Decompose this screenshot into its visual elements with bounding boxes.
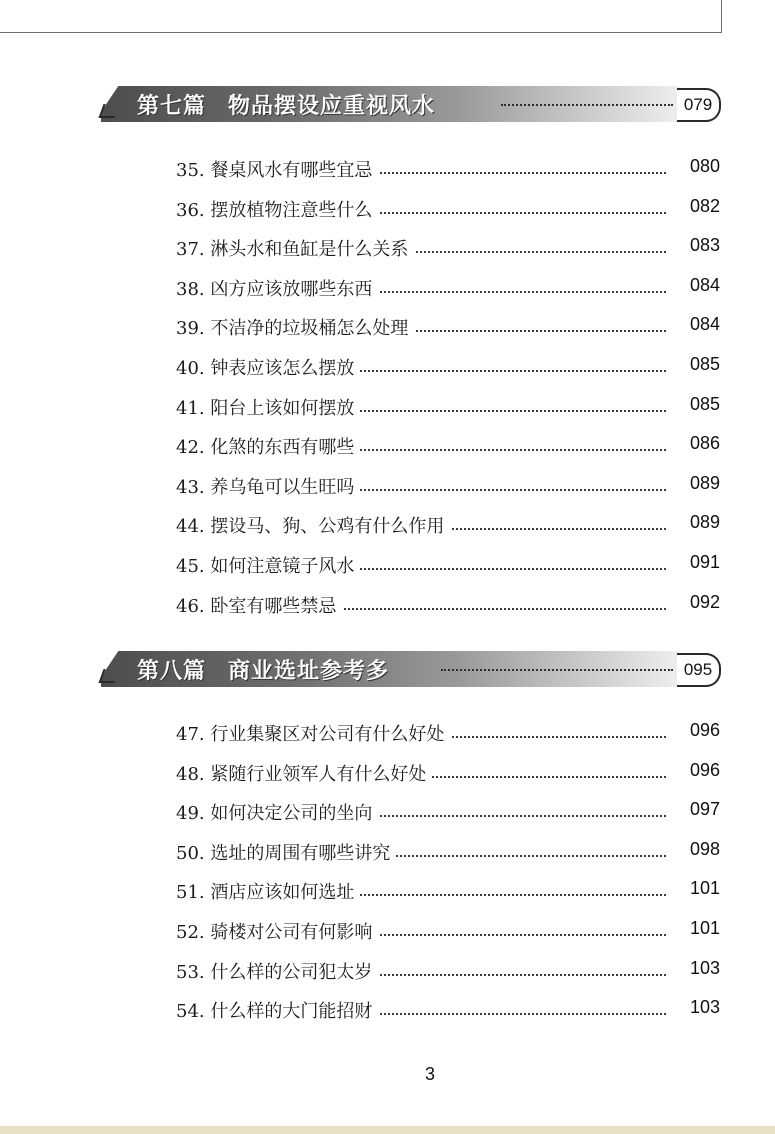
- toc-entry-title: 43. 养乌龟可以生旺吗: [176, 473, 360, 499]
- toc-entry-page: 084: [689, 314, 720, 335]
- toc-entry[interactable]: [176, 227, 720, 267]
- toc-entry-page: 089: [689, 512, 720, 533]
- toc-entry[interactable]: [176, 425, 720, 465]
- toc-entry-title: 42. 化煞的东西有哪些: [176, 433, 360, 459]
- toc-entry[interactable]: [176, 188, 720, 228]
- paper-edge-strip: [0, 1126, 775, 1134]
- toc-entry-page: 085: [689, 393, 720, 414]
- section-number-label: 第七篇: [137, 93, 207, 119]
- toc-entry-page: 085: [689, 353, 720, 374]
- toc-entry[interactable]: [176, 544, 720, 584]
- section-title: 物品摆设应重视风水: [228, 93, 436, 119]
- toc-entry-page: 097: [689, 799, 720, 820]
- toc-entry[interactable]: [176, 910, 720, 950]
- toc-entry-title: 51. 酒店应该如何选址: [176, 878, 360, 904]
- toc-entry-title: 47. 行业集聚区对公司有什么好处: [176, 720, 450, 746]
- toc-entry-title: 46. 卧室有哪些禁忌: [176, 592, 342, 618]
- toc-entry[interactable]: [176, 950, 720, 990]
- toc-entry-page: 101: [689, 878, 720, 899]
- toc-entry-title: 36. 摆放植物注意些什么: [176, 196, 378, 222]
- section-header-8[interactable]: [101, 651, 721, 687]
- toc-entry[interactable]: [176, 584, 720, 624]
- section-dot-leader: [501, 104, 673, 106]
- toc-entry-title: 40. 钟表应该怎么摆放: [176, 354, 360, 380]
- toc-entry-page: 091: [689, 551, 720, 572]
- toc-entry-page: 083: [689, 235, 720, 256]
- toc-list-section-8: [176, 712, 720, 1029]
- toc-entry-title: 38. 凶方应该放哪些东西: [176, 275, 378, 301]
- toc-entry-title: 37. 淋头水和鱼缸是什么关系: [176, 235, 414, 261]
- toc-entry[interactable]: [176, 306, 720, 346]
- section-label: [137, 654, 389, 685]
- toc-entry-title: 45. 如何注意镜子风水: [176, 552, 360, 578]
- toc-entry-page: 103: [689, 957, 720, 978]
- toc-entry-title: 39. 不洁净的垃圾桶怎么处理: [176, 314, 414, 340]
- toc-entry[interactable]: [176, 386, 720, 426]
- section-number-label: 第八篇: [137, 658, 207, 684]
- toc-entry-title: 52. 骑楼对公司有何影响: [176, 918, 378, 944]
- top-frame-box: [0, 0, 722, 33]
- toc-entry-page: 103: [689, 997, 720, 1018]
- toc-entry-title: 50. 选址的周围有哪些讲究: [176, 839, 396, 865]
- toc-entry[interactable]: [176, 752, 720, 792]
- toc-entry-title: 49. 如何决定公司的坐向: [176, 799, 378, 825]
- toc-entry-title: 54. 什么样的大门能招财: [176, 997, 378, 1023]
- toc-entry-title: 35. 餐桌风水有哪些宜忌: [176, 156, 378, 182]
- section-header-7[interactable]: [101, 86, 721, 122]
- section-dot-leader: [441, 669, 673, 671]
- toc-entry[interactable]: [176, 831, 720, 871]
- toc-entry-title: 48. 紧随行业领军人有什么好处: [176, 760, 432, 786]
- toc-entry[interactable]: [176, 989, 720, 1029]
- toc-entry-page: 098: [689, 838, 720, 859]
- toc-entry-page: 082: [689, 195, 720, 216]
- toc-entry-page: 084: [689, 274, 720, 295]
- toc-entry-page: 086: [689, 433, 720, 454]
- section-page-number: 095: [677, 653, 721, 687]
- toc-entry-page: 092: [689, 591, 720, 612]
- toc-entry[interactable]: [176, 870, 720, 910]
- toc-entry[interactable]: [176, 504, 720, 544]
- toc-entry[interactable]: [176, 346, 720, 386]
- section-title: 商业选址参考多: [228, 658, 390, 684]
- toc-entry-page: 096: [689, 720, 720, 740]
- toc-entry[interactable]: [176, 465, 720, 505]
- toc-entry-title: 53. 什么样的公司犯太岁: [176, 958, 378, 984]
- toc-entry[interactable]: [176, 791, 720, 831]
- page-number: 3: [424, 1064, 435, 1084]
- toc-entry-page: 096: [689, 759, 720, 780]
- toc-entry[interactable]: [176, 267, 720, 307]
- toc-list-section-7: [176, 148, 720, 623]
- toc-entry-page: 089: [689, 472, 720, 493]
- section-page-number: 079: [677, 88, 721, 122]
- section-label: [137, 89, 435, 120]
- toc-entry[interactable]: [176, 712, 720, 752]
- toc-entry-title: 41. 阳台上该如何摆放: [176, 394, 360, 420]
- toc-entry-page: 080: [689, 156, 720, 176]
- toc-entry[interactable]: [176, 148, 720, 188]
- toc-entry-page: 101: [689, 917, 720, 938]
- toc-entry-title: 44. 摆设马、狗、公鸡有什么作用: [176, 512, 450, 538]
